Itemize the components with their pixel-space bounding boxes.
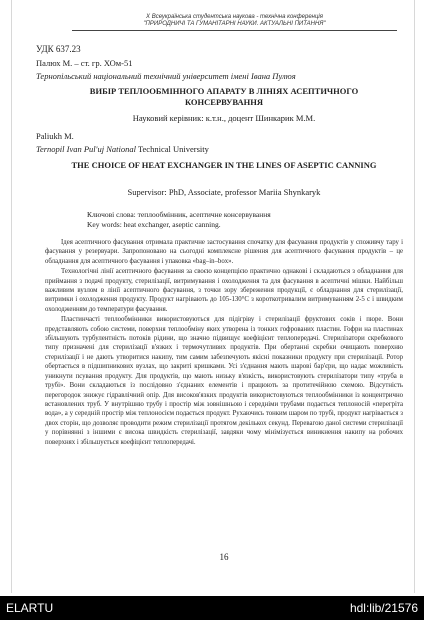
repository-name: ELARTU (6, 601, 54, 615)
institution-en-italic: Ternopil Ivan Pul'uj National (36, 144, 136, 154)
header-line-2: "ПРИРОДНИЧІ ТА ГУМАНІТАРНІ НАУКИ. АКТУАЛЬНІ ПИТАННЯ" (143, 21, 326, 27)
keywords-en: Key words: heat exchanger, aseptic canning. (87, 220, 221, 229)
paragraph-2: Технологічні лінії асептичного фасування за своєю концепцією практично однакові і складаються з обладнання для приймання з подачі продукту, стерилізації, витримування і охолодження та для фасування в асептичні мішки. Найбільш важливим вузлом в лінії асептичного фасування, з точки зору збереження продукції, є обладнання для стерилізації, витримки і охолодження продукту. Продукт нагрівають до 105-130°С з короткотривалим витримуванням 2-5 с і швидким охолодженням до температури фасування. (45, 268, 403, 313)
handle-link[interactable]: hdl:lib/21576 (349, 601, 418, 615)
header-rule (72, 30, 397, 31)
keywords-ua: Ключові слова: теплообмінник, асептичне консервування (87, 210, 271, 219)
institution-ua: Тернопільський національний технічний університет імені Івана Пулюя (36, 71, 296, 81)
author-en: Paliukh M. (36, 131, 74, 141)
author-ua: Палюх М. – ст. гр. ХОм-51 (36, 58, 133, 68)
document-page (11, 0, 415, 593)
institution-en-rest: Technical University (135, 144, 209, 154)
conference-header (72, 14, 397, 31)
udc-code: УДК 637.23 (36, 44, 81, 54)
header-line-1: X Всеукраїнська студентська наукова - технічна конференція (146, 14, 323, 20)
body-text (45, 238, 403, 448)
institution-en (36, 144, 209, 154)
paragraph-1: Ідея асептичного фасування отримала практичне застосування спочатку для фасування продуктів у споживчу тару і фасування у резервуари. Запропоновано на сьогодні комплексне рішення для асептичного фасування продуктів – це обладнання для асептичного фасування і упаковка «bag–in–box». (45, 239, 403, 265)
page-number: 16 (219, 552, 229, 562)
paper-title-ua: ВИБІР ТЕПЛООБМІННОГО АПАРАТУ В ЛІНІЯХ АСЕПТИЧНОГО КОНСЕРВУВАННЯ (89, 86, 359, 107)
viewer-footer-bar (0, 596, 424, 620)
supervisor-ua: Науковий керівник: к.т.н., доцент Шинкарик М.М. (132, 113, 316, 123)
paper-title-en: THE CHOICE OF HEAT EXCHANGER IN THE LINES OF ASEPTIC CANNING (71, 160, 377, 170)
paragraph-3: Пластинчасті теплообмінники використовуються для підігріву і стерилізації фруктових соків і пюре. Вони представляють собою системи, поверхня теплообміну яких утворена із тонких гофрованих пластин. Гофри на пластинах збільшують турбулентність потоків рідини, що значно підвищує коефіцієнт теплопередачі. Стерилізатори скребкового типу призначені для стерилізації в'язких і термочутливих продуктів. При обертанні скребки очищають поверхню стерилізації і не дають утворитися накипу, тим самим забезпечують якісні показники продукту при стерилізації. Ротор обертається в підшипникових вузлах, що закриті кришками. Усі з'єднання мають шарові бар'єри, що надає можливість уникнути псування продукту. Для продуктів, що мають низьку в'язкість, використовують стерилізатори типу «труба в трубі». Вони складаються із послідовно з'єднаних елементів і працюють за протитечійною схемою. Відсутність перегородок знижує гідравлічний опір. Для високов'язких продуктів використовуються теплообмінники із концентрично встановлених труб. У внутрішню трубу і простір між зовнішньою і середніми трубами подається теплоносій «перегріта вода», а у середній простір між теплоносієм подається продукт. Рухаючись тонким шаром по трубі, продукт нагрівається з двох сторін, що дозволяє проводити режим стерилізації протягом декількох секунд. Перевагою даної системи стерилізації у порівнянні з іншими є висока швидкість стерилізації, завдяки чому мінімізується виникнення накипу на робочих поверхнях і збільшується коефіцієнт теплопередачі. (45, 316, 403, 446)
supervisor-en: Supervisor: PhD, Associate, professor Mariia Shynkaryk (127, 187, 321, 197)
